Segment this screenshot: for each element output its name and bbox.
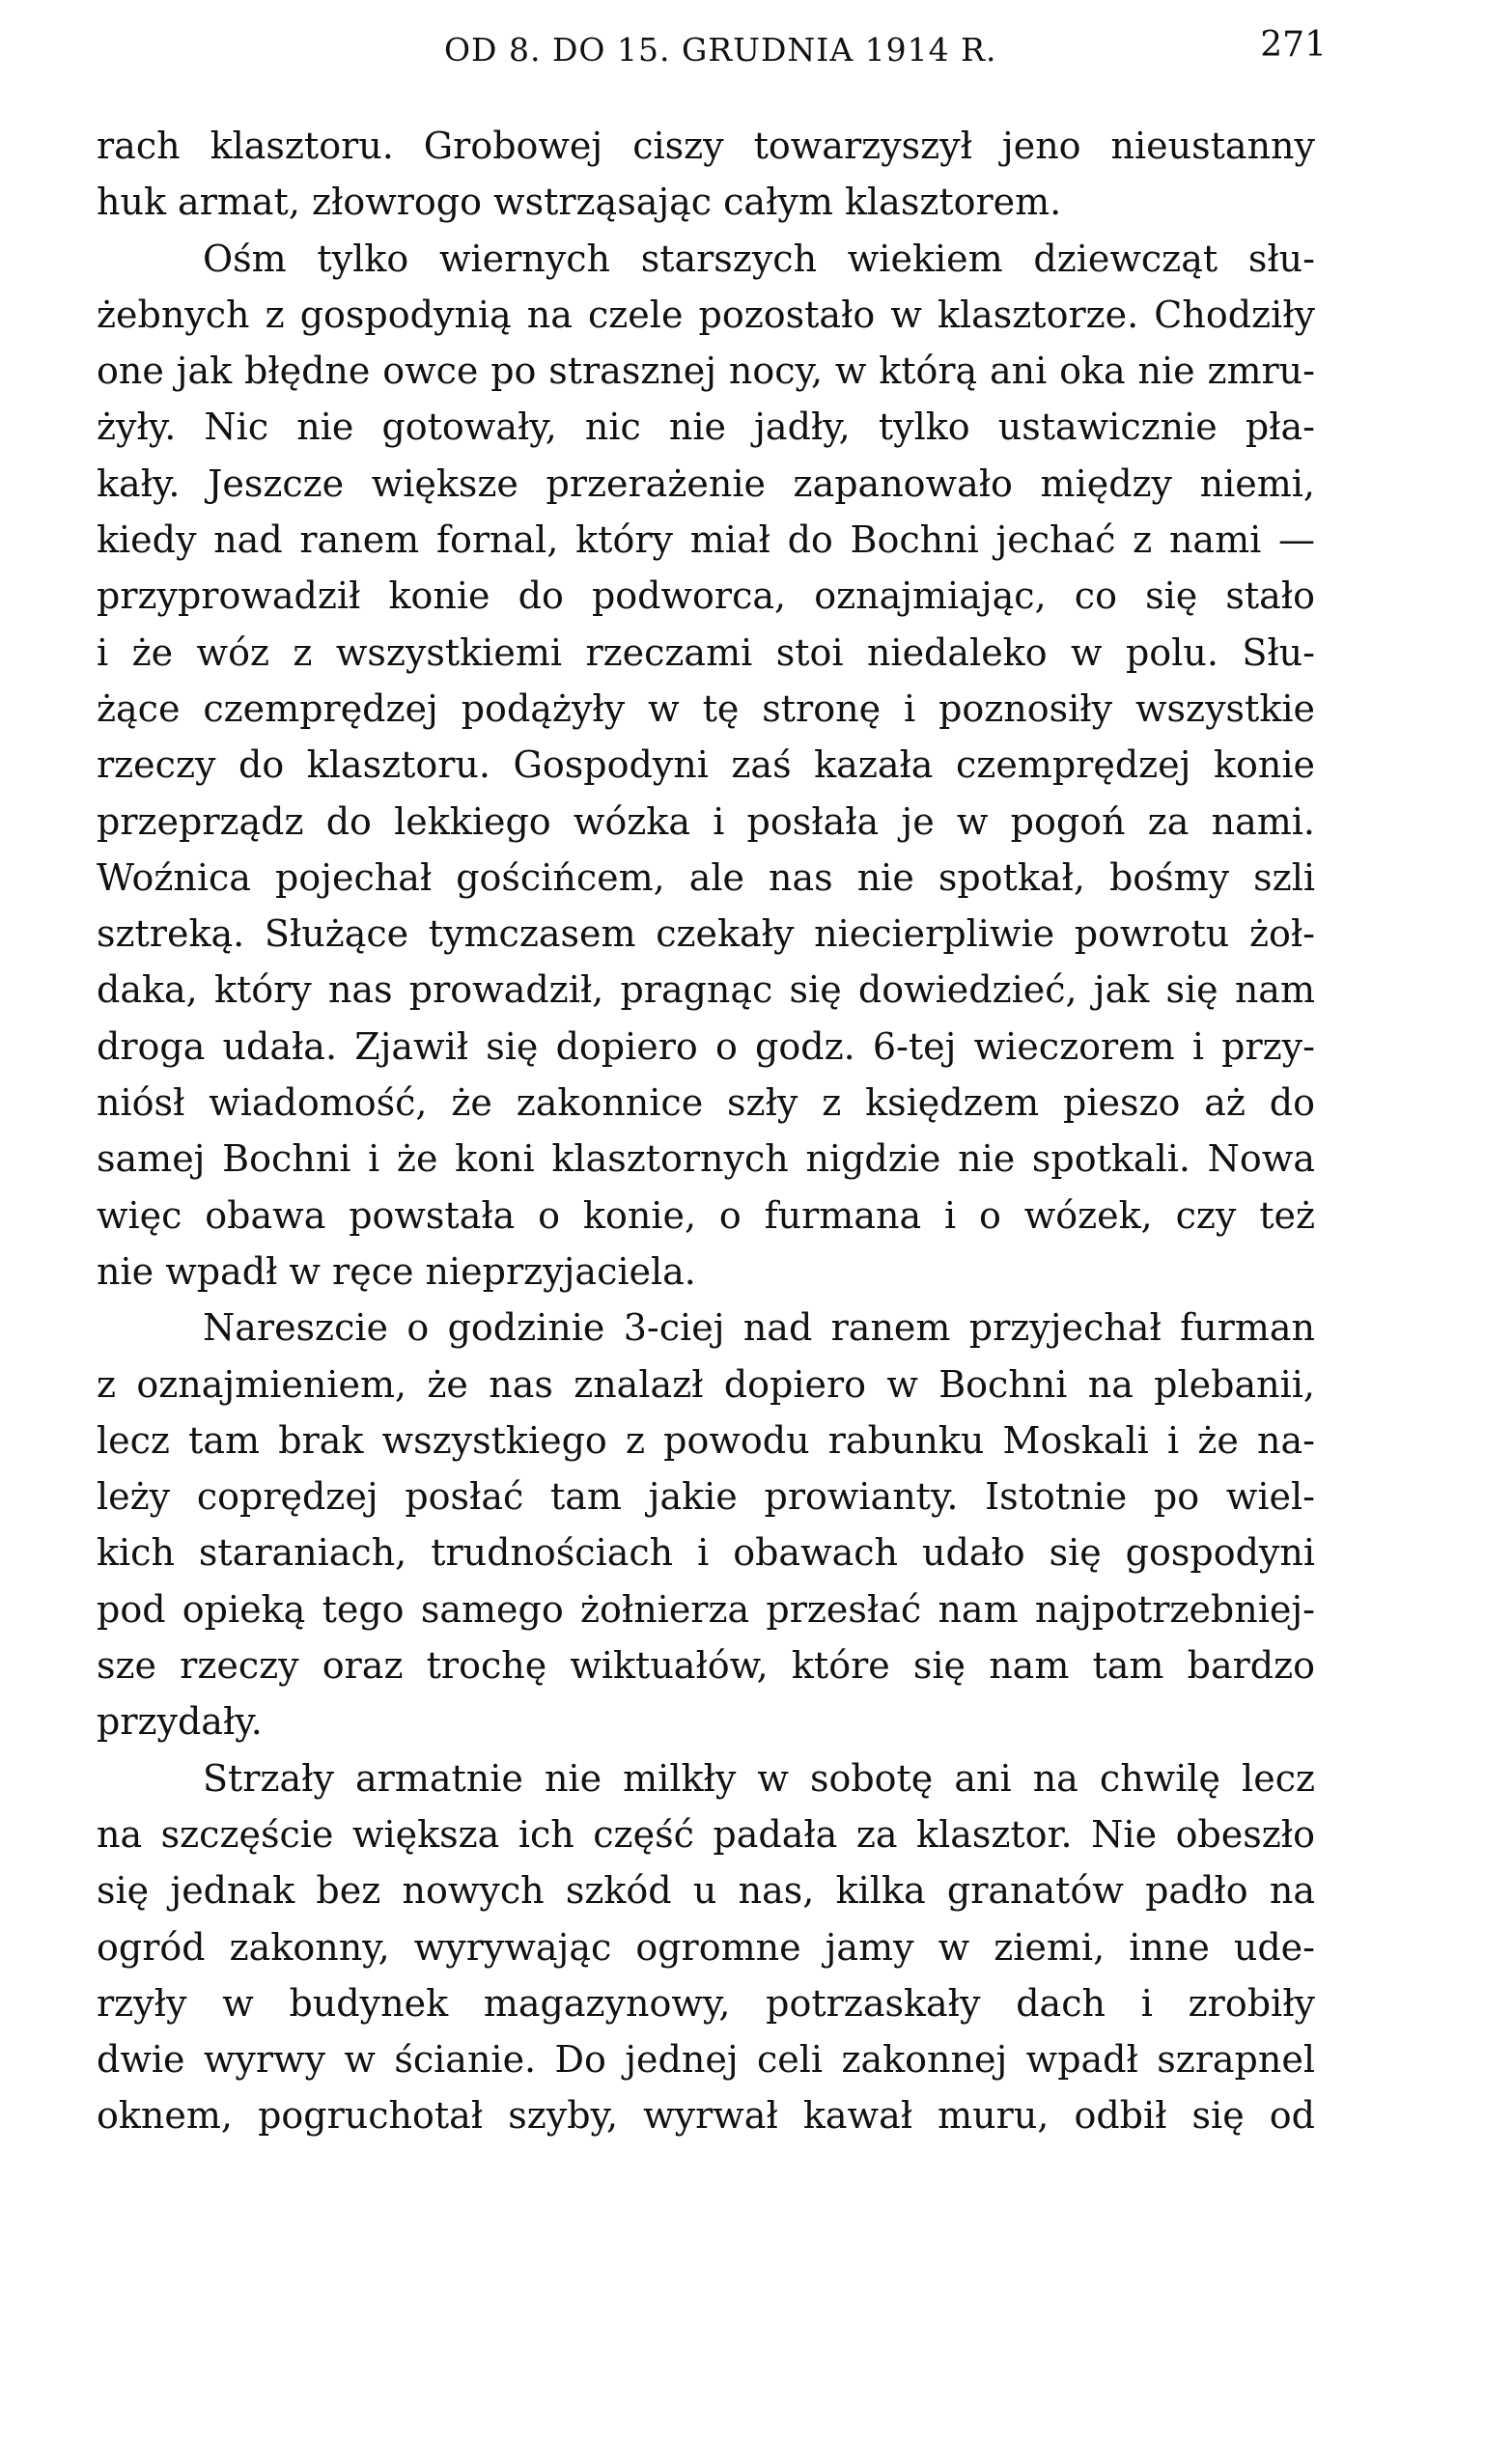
text-line: Ośm tylko wiernych starszych wiekiem dziewcząt słu- — [203, 237, 1315, 280]
text-line: sztreką. Służące tymczasem czekały niecierpliwie powrotu żoł- — [97, 912, 1315, 956]
text-line: rach klasztoru. Grobowej ciszy towarzyszył jeno nieustanny — [97, 125, 1315, 167]
text-line: Strzały armatnie nie milkły w sobotę ani na chwilę lecz — [203, 1756, 1315, 1800]
text-line: one jak błędne owce po strasznej nocy, w którą ani oka nie zmru- — [97, 350, 1315, 393]
text-line: droga udała. Zjawił się dopiero o godz. 6-tej wieczorem i przy- — [97, 1024, 1315, 1068]
text-line: żyły. Nic nie gotowały, nic nie jadły, tylko ustawicznie pła- — [97, 406, 1315, 449]
text-line: rzyły w budynek magazynowy, potrzaskały dach i zrobiły — [97, 1981, 1315, 2025]
text-line: przeprządz do lekkiego wózka i posłała je w pogoń za nami. — [97, 799, 1315, 843]
text-line: ogród zakonny, wyrywając ogromne jamy w ziemi, inne ude- — [97, 1925, 1315, 1969]
paragraph — [97, 118, 1315, 231]
text-line: rzeczy do klasztoru. Gospodyni zaś kazała czemprędzej konie — [97, 743, 1315, 787]
text-line: samej Bochni i że koni klasztornych nigdzie nie spotkali. Nowa — [97, 1137, 1315, 1181]
paragraph — [97, 231, 1315, 1301]
text-line: leży coprędzej posłać tam jakie prowianty. Istotnie po wiel- — [97, 1475, 1315, 1519]
text-line: niósł wiadomość, że zakonnice szły z księdzem pieszo aż do — [97, 1081, 1315, 1125]
text-line: pod opieką tego samego żołnierza przesłać nam najpotrzebniej- — [97, 1587, 1315, 1631]
paragraph — [97, 1300, 1315, 1749]
text-line: Nareszcie o godzinie 3-ciej nad ranem przyjechał furman — [203, 1306, 1315, 1350]
text-line: żące czemprędzej podążyły w tę stronę i poznosiły wszystkie — [97, 686, 1315, 730]
text-line: nie wpadł w ręce nieprzyjaciela. — [97, 1249, 696, 1293]
text-line: przydały. — [97, 1700, 263, 1744]
running-head: OD 8. DO 15. GRUDNIA 1914 R. — [444, 31, 997, 69]
text-line: z oznajmieniem, że nas znalazł dopiero w Bochni na plebanii, — [97, 1362, 1315, 1406]
body-text — [97, 118, 1315, 2144]
text-line: więc obawa powstała o konie, o furmana i o wózek, czy też — [97, 1193, 1315, 1237]
text-line: się jednak bez nowych szkód u nas, kilka granatów padło na — [97, 1869, 1315, 1913]
text-line: i że wóz z wszystkiemi rzeczami stoi niedaleko w polu. Słu- — [97, 630, 1315, 674]
text-line: przyprowadził konie do podworca, oznajmiając, co się stało — [97, 574, 1315, 618]
page-number: 271 — [1260, 25, 1327, 65]
text-line: kich staraniach, trudnościach i obawach udało się gospodyni — [97, 1531, 1315, 1575]
page-header — [97, 25, 1342, 83]
text-line: oknem, pogruchotał szyby, wyrwał kawał muru, odbił się od — [97, 2094, 1315, 2138]
paragraph — [97, 1750, 1315, 2144]
text-line: daka, który nas prowadził, pragnąc się dowiedzieć, jak się nam — [97, 968, 1315, 1012]
text-line: dwie wyrwy w ścianie. Do jednej celi zakonnej wpadł szrapnel — [97, 2038, 1315, 2082]
text-line: kały. Jeszcze większe przerażenie zapanowało między niemi, — [97, 462, 1315, 505]
text-line: huk armat, złowrogo wstrząsając całym klasztorem. — [97, 181, 1062, 224]
text-line: lecz tam brak wszystkiego z powodu rabunku Moskali i że na- — [97, 1418, 1315, 1462]
text-line: na szczęście większa ich część padała za klasztor. Nie obeszło — [97, 1812, 1315, 1856]
text-line: kiedy nad ranem fornal, który miał do Bochni jechać z nami — — [97, 518, 1315, 562]
text-line: żebnych z gospodynią na czele pozostało w klasztorze. Chodziły — [97, 293, 1315, 336]
text-line: sze rzeczy oraz trochę wiktuałów, które się nam tam bardzo — [97, 1644, 1315, 1688]
text-line: Woźnica pojechał gościńcem, ale nas nie spotkał, bośmy szli — [97, 855, 1315, 899]
